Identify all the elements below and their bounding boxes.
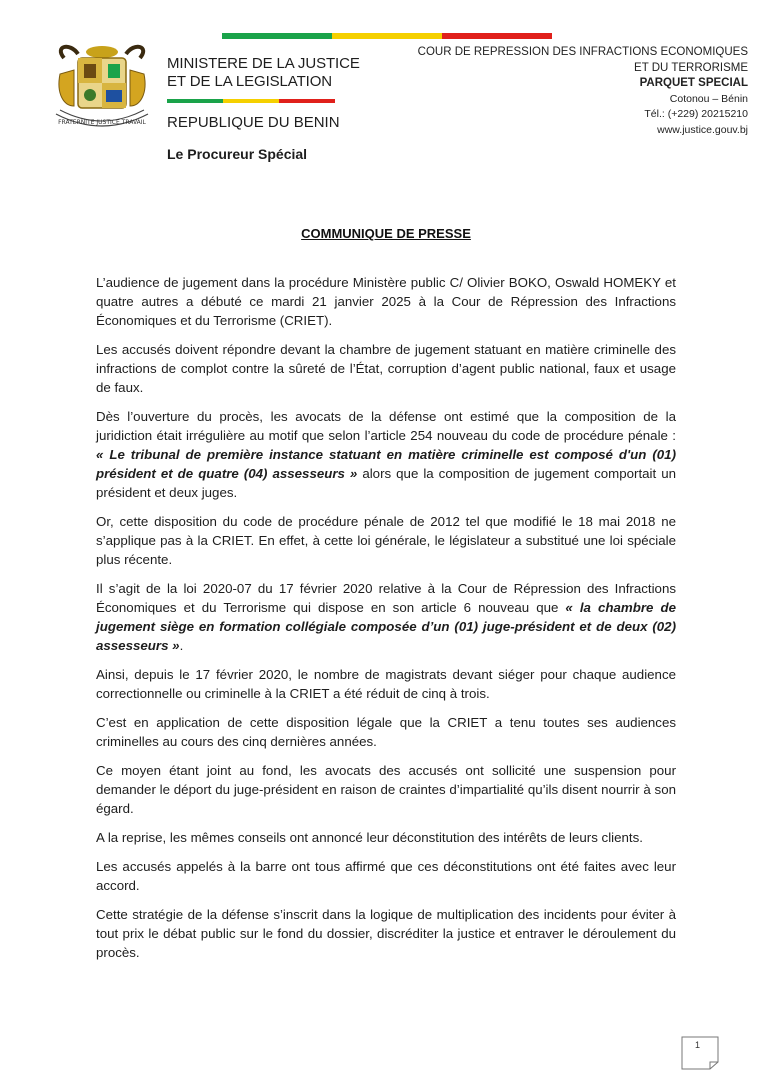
court-website: www.justice.gouv.bj xyxy=(657,123,748,136)
article-254-quote: « Le tribunal de première instance statuant en matière criminelle est composé d'un (01) président et de quatre (04) assesseurs » xyxy=(96,447,676,481)
flag-bar-red xyxy=(442,33,552,39)
court-line-2: ET DU TERRORISME xyxy=(634,61,748,74)
paragraph-7: C’est en application de cette disposition légale que la CRIET a tenu toutes ses audiences criminelles au cours des cinq dernières années. xyxy=(96,715,676,749)
paragraph-8: Ce moyen étant joint au fond, les avocats des accusés ont sollicité une suspension pour demander le déport du juge-président en raison de craintes d’impartialité qu’ils disent nourrir à son égard. xyxy=(96,763,676,816)
paragraph-2: Les accusés doivent répondre devant la chambre de jugement statuant en matière criminelle des infractions de complot contre la sûreté de l’État, corruption d’agent public national, faux et usage de faux. xyxy=(96,342,676,395)
paragraph-4: Or, cette disposition du code de procédure pénale de 2012 tel que modifié le 18 mai 2018 ne s’applique pas à la CRIET. En effet, à cette loi générale, le législateur a substitué une loi spéciale plus récente. xyxy=(96,514,676,567)
press-release-body xyxy=(96,273,676,972)
court-header xyxy=(388,45,748,138)
paragraph-3 xyxy=(96,407,676,502)
emblem-motto: FRATERNITE JUSTICE TRAVAIL xyxy=(58,119,146,126)
paragraph-11: Cette stratégie de la défense s’inscrit dans la logique de multiplication des incidents pour éviter à tout prix le débat public sur le fond du dossier, discréditer la justice et entraver le déroulement du procès. xyxy=(96,907,676,960)
flag-bar xyxy=(222,33,552,39)
court-phone: Tél.: (+229) 20215210 xyxy=(644,108,748,120)
article-6-quote: « la chambre de jugement siège en formation collégiale composée d’un (01) juge-président et de deux (02) assesseurs » xyxy=(96,600,676,653)
flag-bar-green xyxy=(222,33,332,39)
mini-flag-red xyxy=(279,99,335,103)
paragraph-5-tail: . xyxy=(179,638,184,653)
mini-flag-green xyxy=(167,99,223,103)
mini-flag-bar xyxy=(167,99,335,103)
page-number: 1 xyxy=(695,1040,701,1050)
paragraph-6: Ainsi, depuis le 17 février 2020, le nombre de magistrats devant siéger pour chaque audience correctionnelle ou criminelle à la CRIET a été réduit de cinq à trois. xyxy=(96,667,676,701)
court-city: Cotonou – Bénin xyxy=(669,92,748,105)
paragraph-9: A la reprise, les mêmes conseils ont annoncé leur déconstitution des intérêts de leurs clients. xyxy=(96,830,643,845)
benin-coat-of-arms-icon xyxy=(50,40,154,136)
ministry-line-2: ET DE LA LEGISLATION xyxy=(167,73,333,90)
paragraph-3-tail: alors que la composition de jugement comportait un président et deux juges. xyxy=(96,466,676,500)
paragraph-3-text: Dès l’ouverture du procès, les avocats de la défense ont estimé que la composition de la juridiction était irrégulière au motif que selon l’article 254 nouveau du code de procédure pénale : xyxy=(96,409,676,443)
republic-name: REPUBLIQUE DU BENIN xyxy=(167,114,340,131)
court-line-3: PARQUET SPECIAL xyxy=(639,77,748,89)
flag-bar-yellow xyxy=(332,33,442,39)
mini-flag-yellow xyxy=(223,99,279,103)
ministry-line-1: MINISTERE DE LA JUSTICE xyxy=(167,55,360,72)
office-title: Le Procureur Spécial xyxy=(167,146,308,162)
paragraph-5 xyxy=(96,579,676,655)
ministry-name xyxy=(167,55,360,91)
paragraph-1: L’audience de jugement dans la procédure Ministère public C/ Olivier BOKO, Oswald HOMEKY et quatre autres a débuté ce mardi 21 janvier 2025 à la Cour de Répression des Infractions Économiques et du Terrorisme (CRIET). xyxy=(96,275,676,328)
court-line-1: COUR DE REPRESSION DES INFRACTIONS ECONOMIQUES xyxy=(417,46,748,58)
document-title: COMMUNIQUE DE PRESSE xyxy=(301,226,471,241)
paragraph-10: Les accusés appelés à la barre ont tous affirmé que ces déconstitutions ont été faites avec leur accord. xyxy=(96,859,676,893)
paragraph-5-text: Il s’agit de la loi 2020-07 du 17 février 2020 relative à la Cour de Répression des Infractions Économiques et du Terrorisme qui dispose en son article 6 nouveau que xyxy=(96,581,676,615)
